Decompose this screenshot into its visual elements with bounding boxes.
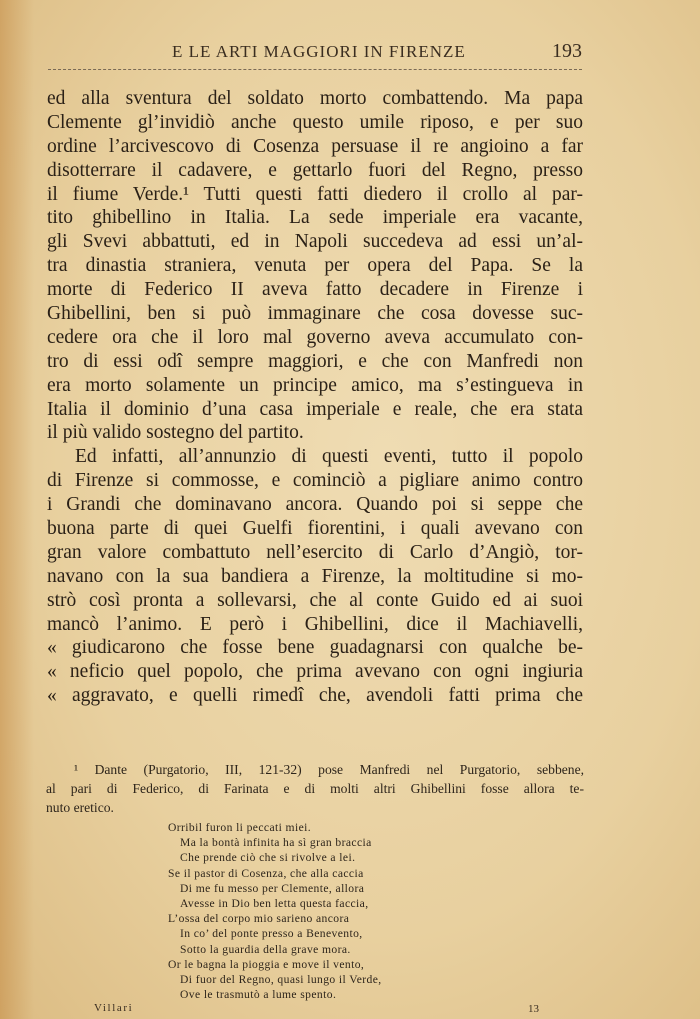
verse-line: L’ossa del corpo mio sarieno ancora <box>168 912 350 926</box>
body-line: disotterrare il cadavere, e gettarlo fuori del Regno, presso <box>47 159 583 181</box>
body-line: Ed infatti, all’annunzio di questi eventi, tutto il popolo <box>75 446 583 468</box>
body-line: mancò l’animo. E però i Ghibellini, dice il Machiavelli, <box>47 613 583 635</box>
body-line: cedere ora che il loro mal governo aveva accumulato con- <box>47 326 583 348</box>
body-line: gran valore combattuto nell’esercito di Carlo d’Angiò, tor- <box>47 541 583 563</box>
body-line: di Firenze si commosse, e cominciò a pigliare animo contro <box>47 470 583 492</box>
verse-line: Di fuor del Regno, quasi lungo il Verde, <box>180 972 382 986</box>
footnote <box>46 760 584 817</box>
body-line: ed alla sventura del soldato morto combattendo. Ma papa <box>47 88 583 109</box>
body-line: morte di Federico II aveva fatto decadere in Firenze i <box>47 279 583 301</box>
body-line: tra dinastia straniera, venuta per opera del Papa. Se la <box>47 255 583 277</box>
body-line: il più valido sostegno del partito. <box>47 422 304 444</box>
footnote-line: ¹ Dante (Purgatorio, III, 121-32) pose Manfredi nel Purgatorio, sebbene, <box>74 762 584 777</box>
body-line: ordine l’arcivescovo di Cosenza persuase il re angioino a far <box>47 135 583 157</box>
header-rule <box>48 69 582 70</box>
verse-line: Orribil furon li peccati miei. <box>168 821 312 834</box>
body-line: navano con la sua bandiera a Firenze, la moltitudine si mo- <box>47 565 583 587</box>
signature-number: 13 <box>528 1003 539 1015</box>
verse-line: In co’ del ponte presso a Benevento, <box>180 927 363 941</box>
body-line: gli Svevi abbattuti, ed in Napoli succedeva ad essi un’al- <box>47 231 583 253</box>
body-text <box>47 87 583 708</box>
verse-line: Che prende ciò che si rivolve a lei. <box>180 851 356 865</box>
running-head: E LE ARTI MAGGIORI IN FIRENZE <box>172 42 466 61</box>
verse-line: Or le bagna la pioggia e move il vento, <box>168 957 365 971</box>
signature-mark: Villari <box>94 1002 134 1014</box>
body-line: « neficio quel popolo, che prima avevano con ogni ingiuria <box>47 661 583 683</box>
verse-line: Ma la bontà infinita ha sì gran braccia <box>180 836 372 850</box>
footnote-line: nuto eretico. <box>46 800 114 815</box>
verse-line: Avesse in Dio ben letta questa faccia, <box>180 896 369 910</box>
verse-line: Di me fu messo per Clemente, allora <box>180 881 365 895</box>
body-line: « aggravato, e quelli rimedî che, avendoli fatti prima che <box>47 685 583 707</box>
verse-line: Se il pastor di Cosenza, che alla caccia <box>168 866 364 880</box>
body-line: Clemente gl’invidiò anche questo umile riposo, e per suo <box>47 111 583 133</box>
page-edge-shadow <box>0 0 34 1019</box>
verse-quotation <box>168 820 468 1002</box>
body-line: tito ghibellino in Italia. La sede imperiale era vacante, <box>47 207 583 229</box>
page-header <box>48 40 582 70</box>
body-line: buona parte di quei Guelfi fiorentini, i quali avevano con <box>47 518 583 540</box>
body-line: tro di essi odî sempre maggiori, e che con Manfredi non <box>47 350 583 372</box>
body-line: Ghibellini, ben si può immaginare che cosa dovesse suc- <box>47 303 583 325</box>
verse-line: Sotto la guardia della grave mora. <box>180 942 351 956</box>
body-line: il fiume Verde.¹ Tutti questi fatti diedero il crollo al par- <box>47 183 583 205</box>
body-line: strò così pronta a sollevarsi, che al conte Guido ed ai suoi <box>47 589 583 611</box>
body-line: era morto solamente un principe amico, ma s’estingueva in <box>47 374 583 396</box>
body-line: Italia il dominio d’una casa imperiale e reale, che era stata <box>47 398 583 420</box>
footnote-line: al pari di Federico, di Farinata e di molti altri Ghibellini fosse allora te- <box>46 781 584 796</box>
verse-line: Ove le trasmutò a lume spento. <box>180 988 337 1002</box>
body-line: i Grandi che dominavano ancora. Quando poi si seppe che <box>47 494 583 516</box>
page-number: 193 <box>552 40 582 62</box>
body-line: « giudicarono che fosse bene guadagnarsi con qualche be- <box>47 637 583 659</box>
